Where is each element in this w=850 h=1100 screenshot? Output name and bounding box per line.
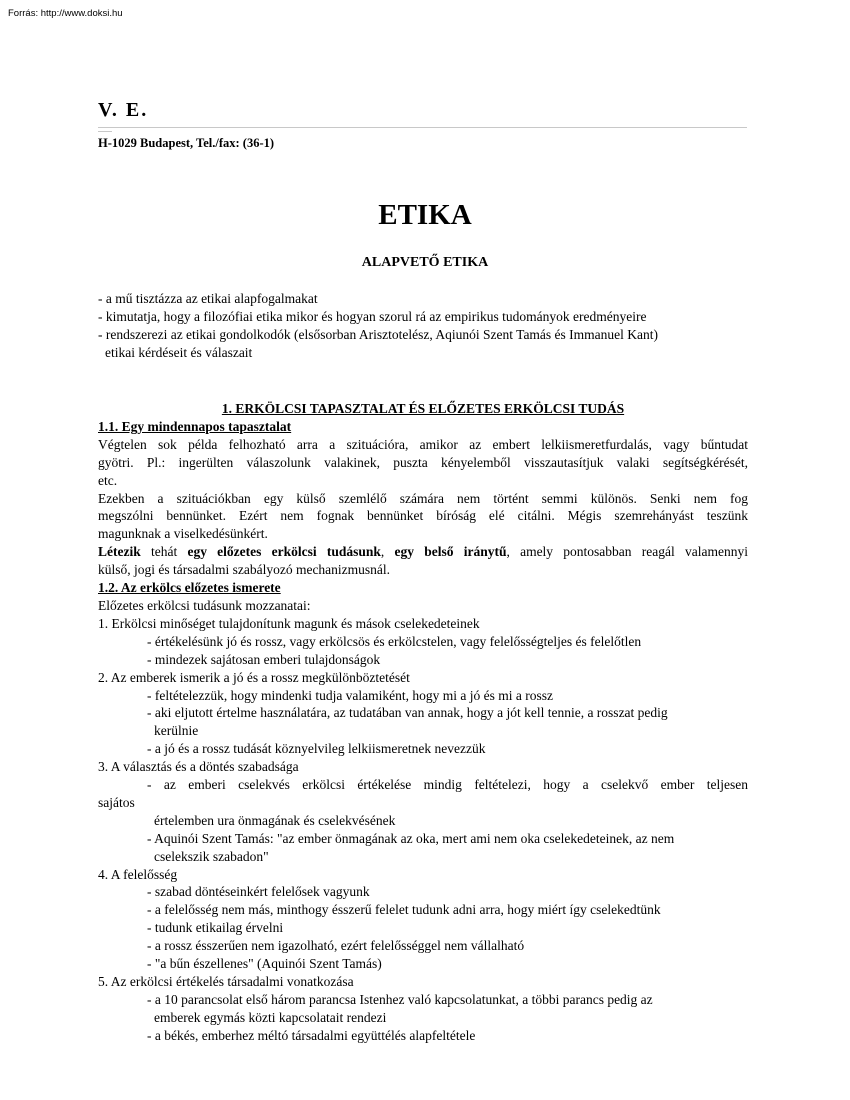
intro-item: - a mű tisztázza az etikai alapfogalmakat <box>98 291 318 306</box>
list-item <box>98 973 748 1045</box>
document-subtitle: ALAPVETŐ ETIKA <box>361 255 489 270</box>
intro-item: - kimutatja, hogy a filozófiai etika mikor és hogyan szorul rá az empirikus tudományok eredményeire <box>98 309 647 324</box>
intro-item: etikai kérdéseit és válaszait <box>105 345 253 360</box>
bullet: - a rossz ésszerűen nem igazolható, ezért felelősséggel nem vállalható <box>147 938 525 954</box>
list-item-label: 3. A választás és a döntés szabadsága <box>98 759 299 775</box>
text-line: etc. <box>98 472 118 488</box>
list-item-label: 5. Az erkölcsi értékelés társadalmi vonatkozása <box>98 974 354 989</box>
paragraph <box>98 436 748 490</box>
header-rule <box>98 127 747 128</box>
list-item-label: 1. Erkölcsi minőséget tulajdonítunk magunk és mások cselekedeteinek <box>98 615 480 631</box>
header-rule-short <box>98 131 112 132</box>
text-line: magunknak a viselkedésünkért. <box>98 526 268 542</box>
emphasis: egy belső iránytű <box>394 544 507 560</box>
list-item-label: 2. Az emberek ismerik a jó és a rossz megkülönböztetését <box>98 669 410 685</box>
bullet: - Aquinói Szent Tamás: "az ember önmagának az oka, mert ami nem oka cselekedeteinek, az nem <box>147 830 675 846</box>
organization-name: V. E. <box>98 99 149 121</box>
intro-item: - rendszerezi az etikai gondolkodók (elsősorban Arisztotelész, Aqiunói Szent Tamás és Immanuel Kant) <box>98 327 659 342</box>
bullet: - szabad döntéseinkért felelősek vagyunk <box>147 884 370 900</box>
bullet-continuation: emberek egymás közti kapcsolatait rendezi <box>154 1009 387 1025</box>
bullet: - értékelésünk jó és rossz, vagy erkölcsös és erkölcstelen, vagy felelősségteljes és felelőtlen <box>147 633 642 649</box>
bullet: - a jó és a rossz tudását köznyelvileg lelkiismeretnek nevezzük <box>147 741 486 757</box>
emphasis: egy előzetes erkölcsi tudásunk <box>187 544 381 560</box>
list-item <box>98 669 748 759</box>
list-item-label: 4. A felelősség <box>98 866 178 882</box>
text-line: megszólni bennünket. Ezért nem fognak bennünket bíróság elé citálni. Mégis szemrehányást teszünk <box>98 508 748 524</box>
bullet: - aki eljutott értelme használatára, az tudatában van annak, hogy a jót kell tennie, a rosszat pedig <box>147 705 668 721</box>
text-span: tehát <box>140 544 188 560</box>
bullet: - az emberi cselekvés erkölcsi értékelése mindig feltételezi, hogy a cselekvő ember teljesen <box>147 777 748 793</box>
text-line: Előzetes erkölcsi tudásunk mozzanatai: <box>98 597 311 613</box>
bullet: - mindezek sajátosan emberi tulajdonságok <box>147 651 381 667</box>
bullet-continuation: sajátos <box>98 794 135 810</box>
bullet: - a békés, emberhez méltó társadalmi együttélés alapfeltétele <box>147 1027 476 1043</box>
text-span: , <box>380 544 395 560</box>
bullet-continuation: értelemben ura önmagának és cselekvésének <box>154 812 396 828</box>
bullet: - tudunk etikailag érvelni <box>147 920 284 936</box>
section-1 <box>98 400 748 1045</box>
bullet: - a 10 parancsolat első három parancsa Istenhez való kapcsolatunkat, a többi parancs pedig az <box>147 991 653 1007</box>
document-title: ETIKA <box>378 199 472 231</box>
text-line: Végtelen sok példa felhozható arra a szituációra, amikor az embert lelkiismeretfurdalás, vagy bűntudat <box>98 436 748 452</box>
list-item <box>98 758 748 865</box>
subsection-title: 1.2. Az erkölcs előzetes ismerete <box>98 580 281 596</box>
source-url: Forrás: http://www.doksi.hu <box>8 8 123 19</box>
bullet: - feltételezzük, hogy mindenki tudja valamiként, hogy mi a jó és mi a rossz <box>147 687 554 703</box>
paragraph <box>98 543 748 579</box>
bullet-continuation: cselekszik szabadon" <box>154 848 269 864</box>
list-item <box>98 866 748 973</box>
text-line: gyötri. Pl.: ingerülten válaszolunk valakinek, puszta kényelemből visszautasítjuk valaki segítségkérését, <box>98 454 748 470</box>
bullet-continuation: kerülnie <box>154 723 199 739</box>
text-line: külső, jogi és társadalmi szabályozó mechanizmusnál. <box>98 562 391 578</box>
organization-address: H-1029 Budapest, Tel./fax: (36-1) <box>98 136 275 150</box>
paragraph <box>98 490 748 544</box>
section-title: 1. ERKÖLCSI TAPASZTALAT ÉS ELŐZETES ERKÖLCSI TUDÁS <box>221 401 625 416</box>
text-line <box>98 543 748 561</box>
intro-list <box>98 290 758 362</box>
text-line: Ezekben a szituációkban egy külső szemlélő számára nem történt semmi különös. Senki nem fog <box>98 490 748 506</box>
bullet: - "a bűn észellenes" (Aquinói Szent Tamás) <box>147 956 382 972</box>
subsection-title: 1.1. Egy mindennapos tapasztalat <box>98 418 292 434</box>
emphasis: Létezik <box>98 544 141 560</box>
text-span: , amely pontosabban reagál valamennyi <box>506 544 748 560</box>
list-item <box>98 615 748 669</box>
bullet: - a felelősség nem más, minthogy ésszerű felelet tudunk adni arra, hogy miért így cselekedtünk <box>147 902 661 918</box>
